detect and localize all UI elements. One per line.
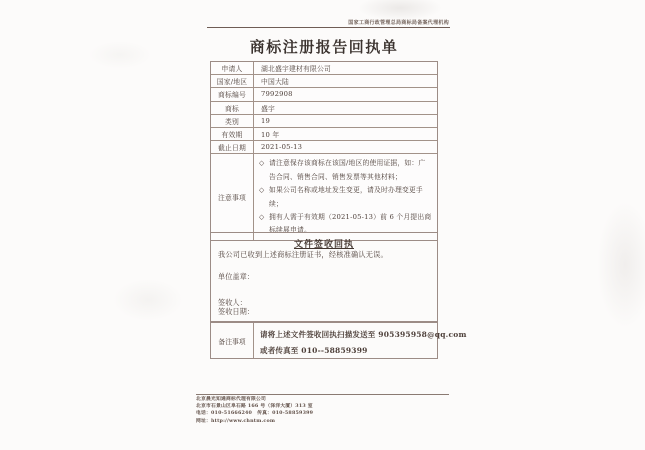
table-row (211, 62, 437, 75)
row-value-applicant: 湖北盛宇建材有限公司 (261, 65, 331, 74)
page-title: 商标注册报告回执单 (249, 38, 399, 56)
unit-seal-label: 单位盖章： (218, 272, 254, 281)
note-text: 拥有人需于有效期（2021-05-13）前 6 个月提出商标续展申请。 (269, 212, 432, 235)
remarks-line-email: 请将上述文件签收回执扫描发送至 905395958@qq.com (260, 330, 467, 339)
row-label-country: 国家/地区 (211, 75, 254, 87)
row-label-validity: 有效期 (211, 128, 254, 140)
trademark-info-table (210, 61, 438, 241)
document-receipt-section (210, 232, 438, 322)
footer-website: 网址：http://www.chntm.com (196, 417, 276, 424)
row-value-validity: 10 年 (261, 131, 280, 140)
row-value-country: 中国大陆 (261, 78, 289, 87)
note-text: 请注意保存该商标在该国/地区的使用证据，如：广告合同、销售合同、销售发票等其他材料； (269, 159, 426, 181)
note-item (259, 184, 432, 211)
row-label-trademark-number: 商标编号 (211, 88, 254, 100)
row-label-expiry-date: 截止日期 (211, 141, 254, 153)
note-item (259, 157, 432, 184)
footer-address: 北京市石景山区阜石路 166 号（泽洋大厦）313 室 (196, 403, 313, 410)
receipt-section-title: 文件签收回执 (293, 240, 354, 250)
row-value-trademark-number: 7992908 (261, 90, 293, 99)
signer-label: 签收人： (218, 298, 247, 307)
receipt-statement: 我公司已收到上述商标注册证书，经核准确认无误。 (218, 250, 388, 259)
table-row (211, 128, 437, 141)
row-label-class: 类别 (211, 115, 254, 127)
row-label-trademark: 商标 (211, 102, 254, 114)
row-value-class: 19 (261, 116, 271, 125)
footer-agency-info (196, 396, 313, 425)
row-value-expiry-date: 2021-05-13 (261, 143, 303, 152)
diamond-bullet-icon: ◇ (259, 186, 265, 195)
footer-company: 北京晨光知通商标代理有限公司 (196, 396, 266, 402)
header-divider-rule (207, 27, 450, 28)
diamond-bullet-icon: ◇ (259, 212, 265, 221)
footer-phone-fax: 电话：010-51666240 传真：010-58859399 (196, 410, 314, 417)
table-row (211, 88, 437, 101)
row-label-applicant: 申请人 (211, 62, 254, 74)
remarks-content (254, 323, 467, 358)
table-row (211, 75, 437, 88)
table-row (211, 102, 437, 115)
notes-cell (254, 154, 437, 239)
row-label-notes: 注意事项 (211, 154, 254, 239)
footer-divider-rule (196, 394, 449, 395)
agency-header-line: 国家工商行政管理总局商标局备案代理机构 (348, 20, 449, 26)
note-text: 如果公司名称或地址发生变更，请及时办理变更手续； (269, 186, 423, 208)
diamond-bullet-icon: ◇ (259, 159, 265, 168)
row-value-trademark: 盛宇 (261, 104, 275, 113)
table-row (211, 115, 437, 128)
remarks-section (210, 322, 467, 359)
remarks-label: 备注事项 (211, 323, 254, 358)
notes-row (211, 154, 437, 239)
table-row (211, 141, 437, 154)
sign-date-label: 签收日期： (218, 307, 254, 316)
remarks-line-fax: 或者传真至 010--58859399 (260, 346, 368, 355)
